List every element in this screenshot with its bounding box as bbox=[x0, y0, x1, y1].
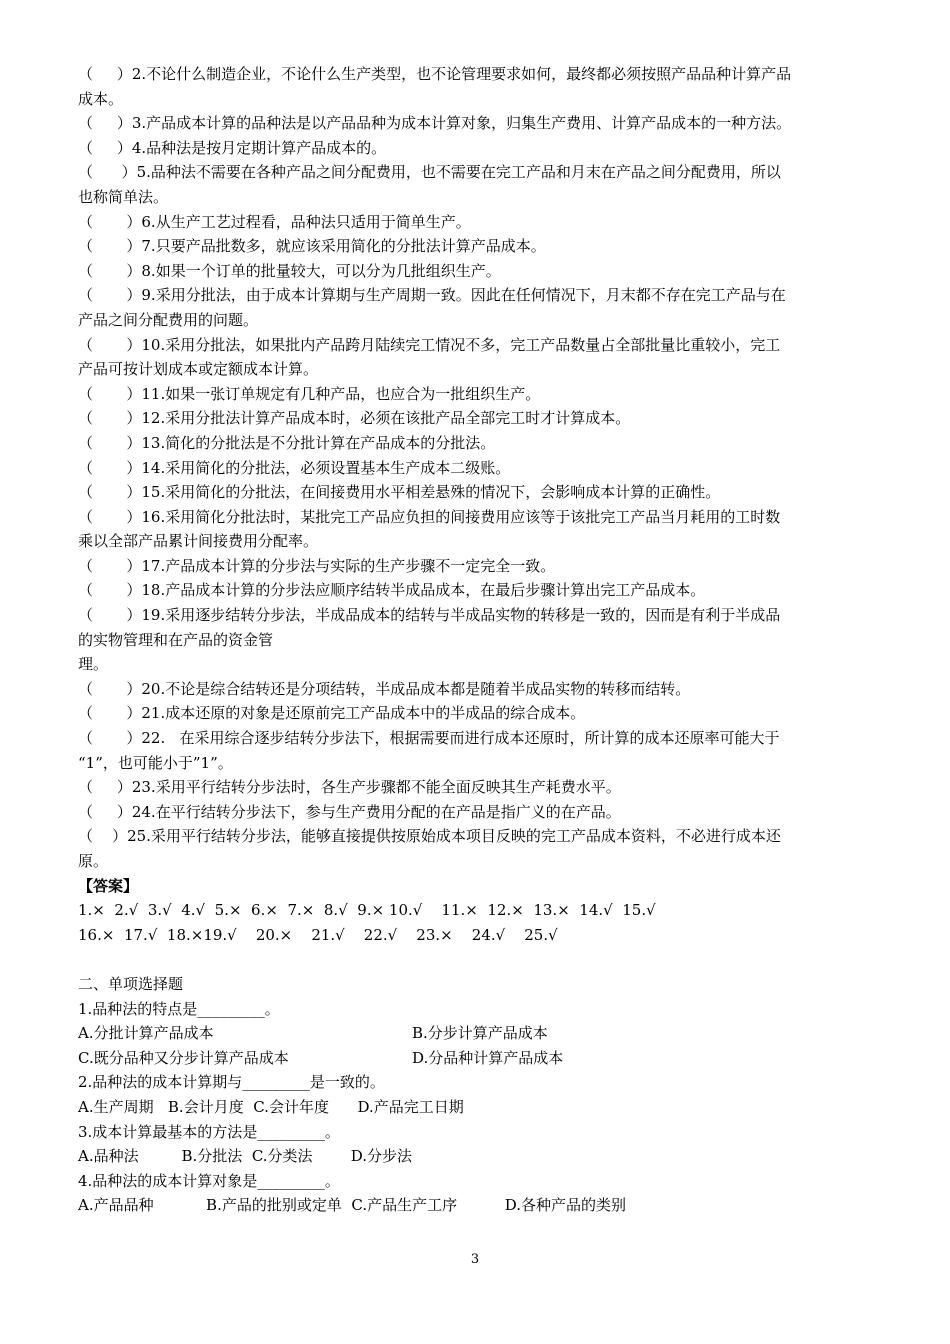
tf-question-continuation: “1”，也可能小于”1”。 bbox=[78, 753, 233, 772]
tf-question: （ ）6.从生产工艺过程看，品种法只适用于简单生产。 bbox=[78, 212, 471, 231]
document-page bbox=[78, 62, 878, 1218]
option-row bbox=[78, 1021, 878, 1046]
spacer bbox=[78, 947, 878, 972]
tf-question: （ ）4.品种法是按月定期计算产品成本的。 bbox=[78, 138, 387, 157]
tf-question-continuation: 的实物管理和在产品的资金管 bbox=[78, 630, 274, 649]
tf-question: （ ）5.品种法不需要在各种产品之间分配费用，也不需要在完工产品和月末在产品之间分配费用，所以 bbox=[78, 163, 781, 182]
tf-question-continuation: 产品之间分配费用的问题。 bbox=[78, 310, 259, 329]
tf-question: （ ）12.采用分批法计算产品成本时，必须在该批产品全部完工时才计算成本。 bbox=[78, 409, 631, 428]
tf-question: （ ）17.产品成本计算的分步法与实际的生产步骤不一定完全一致。 bbox=[78, 556, 556, 575]
tf-question: （ ）21.成本还原的对象是还原前完工产品成本中的半成品的综合成本。 bbox=[78, 704, 586, 723]
answer-line: 1.× 2.√ 3.√ 4.√ 5.× 6.× 7.× 8.√ 9.× 10.√ 11.× 12.× 13.× 14.√ 15.√ bbox=[78, 901, 656, 920]
tf-question: （ ）15.采用简化的分批法，在间接费用水平相差悬殊的情况下，会影响成本计算的正确性。 bbox=[78, 483, 721, 502]
tf-question: （ ）13.简化的分批法是不分批计算在产品成本的分批法。 bbox=[78, 433, 496, 452]
answer-line: 16.× 17.√ 18.×19.√ 20.× 21.√ 22.√ 23.× 24.√ 25.√ bbox=[78, 925, 558, 944]
question-stem: 4.品种法的成本计算对象是_________。 bbox=[78, 1171, 340, 1190]
tf-question-continuation: 原。 bbox=[78, 852, 109, 870]
tf-question: （ ）20.不论是综合结转还是分项结转，半成品成本都是随着半成品实物的转移而结转。 bbox=[78, 679, 691, 698]
tf-question: （ ）7.只要产品批数多，就应该采用简化的分批法计算产品成本。 bbox=[78, 237, 546, 256]
option-row bbox=[78, 1046, 878, 1071]
option-line: A.生产周期 B.会计月度 C.会计年度 D.产品完工日期 bbox=[78, 1097, 464, 1116]
tf-question: （ ）18.产品成本计算的分步法应顺序结转半成品成本，在最后步骤计算出完工产品成本。 bbox=[78, 581, 706, 600]
tf-question: （ ）11.如果一张订单规定有几种产品，也应合为一批组织生产。 bbox=[78, 384, 541, 403]
question-stem: 3.成本计算最基本的方法是_________。 bbox=[78, 1122, 340, 1141]
tf-question: （ ）16.采用简化分批法时，某批完工产品应负担的间接费用应该等于该批完工产品当月耗用的工时数 bbox=[78, 507, 781, 526]
option-line: A.品种法 B.分批法 C.分类法 D.分步法 bbox=[78, 1147, 412, 1166]
answer-heading: 【答案】 bbox=[78, 876, 139, 895]
section-title: 二、单项选择题 bbox=[78, 974, 184, 993]
tf-question-continuation: 成本。 bbox=[78, 89, 124, 108]
tf-question: （ ）2.不论什么制造企业，不论什么生产类型，也不论管理要求如何，最终都必须按照产品品种计算产品 bbox=[78, 65, 792, 83]
tf-question: （ ）22. 在采用综合逐步结转分步法下，根据需要而进行成本还原时，所计算的成本还原率可能大于 bbox=[78, 729, 780, 748]
tf-question: （ ）23.采用平行结转分步法时，各生产步骤都不能全面反映其生产耗费水平。 bbox=[78, 778, 621, 797]
page-number: 3 bbox=[470, 1252, 480, 1267]
option-b: B.分步计算产品成本 bbox=[412, 1024, 548, 1043]
tf-question-continuation: 也称简单法。 bbox=[78, 187, 169, 206]
option-a: A.分批计算产品成本 bbox=[78, 1024, 214, 1043]
tf-question-continuation: 乘以全部产品累计间接费用分配率。 bbox=[78, 532, 319, 551]
tf-question: （ ）25.采用平行结转分步法，能够直接提供按原始成本项目反映的完工产品成本资料，不必进行成本还 bbox=[78, 827, 781, 846]
tf-question-continuation: 理。 bbox=[78, 655, 109, 674]
option-line: A.产品品种 B.产品的批别或定单 C.产品生产工序 D.各种产品的类别 bbox=[78, 1196, 627, 1215]
tf-question: （ ）14.采用简化的分批法，必须设置基本生产成本二级账。 bbox=[78, 458, 511, 477]
true-false-questions bbox=[78, 62, 878, 874]
option-d: D.分品种计算产品成本 bbox=[412, 1048, 564, 1067]
tf-question: （ ）19.采用逐步结转分步法，半成品成本的结转与半成品实物的转移是一致的，因而是有利于半成品 bbox=[78, 606, 781, 625]
tf-question: （ ）3.产品成本计算的品种法是以产品品种为成本计算对象，归集生产费用、计算产品成本的一种方法。 bbox=[78, 114, 792, 133]
question-stem: 2.品种法的成本计算期与_________是一致的。 bbox=[78, 1073, 385, 1092]
tf-question: （ ）9.采用分批法，由于成本计算期与生产周期一致。因此在任何情况下，月末都不存在完工产品与在 bbox=[78, 286, 786, 305]
tf-question: （ ）8.如果一个订单的批量较大，可以分为几批组织生产。 bbox=[78, 261, 501, 280]
tf-question: （ ）24.在平行结转分步法下，参与生产费用分配的在产品是指广义的在产品。 bbox=[78, 802, 621, 821]
tf-question-continuation: 产品可按计划成本或定额成本计算。 bbox=[78, 360, 319, 379]
tf-question: （ ）10.采用分批法，如果批内产品跨月陆续完工情况不多，完工产品数量占全部批量比重较小，完工 bbox=[78, 335, 781, 354]
option-c: C.既分品种又分步计算产品成本 bbox=[78, 1048, 289, 1067]
question-stem: 1.品种法的特点是_________。 bbox=[78, 999, 280, 1018]
